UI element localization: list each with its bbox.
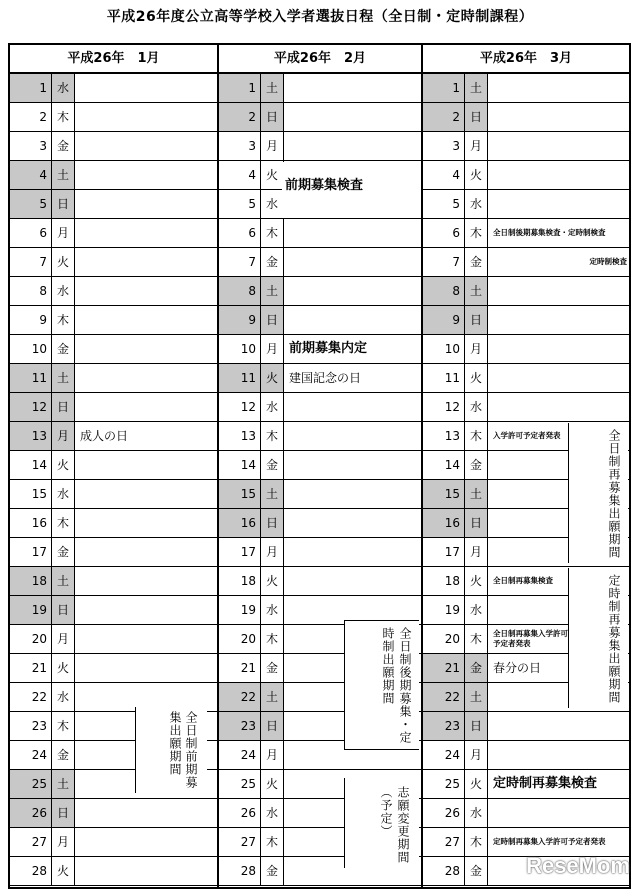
weekday: 土 xyxy=(465,277,488,305)
day-number: 10 xyxy=(10,335,52,363)
weekday: 土 xyxy=(52,161,75,189)
weekday: 日 xyxy=(261,509,284,537)
day-note: 定時制検査 xyxy=(589,257,627,266)
period-label xyxy=(282,162,421,219)
weekday: 月 xyxy=(52,219,75,247)
weekday: 日 xyxy=(261,103,284,131)
day-number: 21 xyxy=(423,654,465,682)
day-row xyxy=(423,74,629,103)
weekday: 月 xyxy=(261,132,284,160)
weekday: 火 xyxy=(261,567,284,595)
day-number: 12 xyxy=(219,393,261,421)
weekday: 土 xyxy=(261,74,284,102)
day-row xyxy=(10,393,217,422)
weekday: 金 xyxy=(52,741,75,769)
day-row xyxy=(423,219,629,248)
day-row xyxy=(10,509,217,538)
weekday: 火 xyxy=(261,364,284,392)
day-row xyxy=(10,828,217,857)
day-number: 14 xyxy=(219,451,261,479)
day-number: 13 xyxy=(219,422,261,450)
weekday: 火 xyxy=(465,161,488,189)
day-number: 15 xyxy=(219,480,261,508)
weekday: 金 xyxy=(465,451,488,479)
month-header: 平成26年 1月 xyxy=(10,45,217,74)
day-number: 15 xyxy=(10,480,52,508)
weekday: 火 xyxy=(52,654,75,682)
day-number: 3 xyxy=(423,132,465,160)
weekday: 水 xyxy=(261,190,284,218)
day-row xyxy=(423,103,629,132)
weekday: 月 xyxy=(261,741,284,769)
day-row xyxy=(10,451,217,480)
weekday: 水 xyxy=(52,277,75,305)
page-title: 平成26年度公立高等学校入学者選抜日程（全日制・定時制課程） xyxy=(106,9,534,25)
day-row xyxy=(423,335,629,364)
day-number: 8 xyxy=(10,277,52,305)
day-number: 23 xyxy=(10,712,52,740)
month-march xyxy=(421,43,631,889)
day-row xyxy=(423,770,629,799)
weekday: 火 xyxy=(52,857,75,885)
day-row xyxy=(10,799,217,828)
day-number: 22 xyxy=(10,683,52,711)
day-number: 2 xyxy=(10,103,52,131)
day-number: 18 xyxy=(423,567,465,595)
day-number: 24 xyxy=(423,741,465,769)
weekday: 木 xyxy=(465,828,488,856)
day-row xyxy=(219,422,421,451)
weekday: 水 xyxy=(465,190,488,218)
weekday: 日 xyxy=(52,190,75,218)
weekday: 木 xyxy=(465,625,488,653)
day-number: 12 xyxy=(10,393,52,421)
weekday: 金 xyxy=(465,654,488,682)
day-row xyxy=(10,190,217,219)
day-number: 14 xyxy=(10,451,52,479)
day-row xyxy=(10,625,217,654)
weekday: 火 xyxy=(465,770,488,798)
day-row xyxy=(10,538,217,567)
weekday: 土 xyxy=(465,683,488,711)
weekday: 木 xyxy=(52,103,75,131)
period-label: 全日制後期募集・定時制出願期間 xyxy=(344,620,419,750)
day-row xyxy=(423,799,629,828)
day-note: 定時制再募集検査 xyxy=(493,776,598,791)
day-row xyxy=(219,335,421,364)
weekday: 日 xyxy=(465,306,488,334)
weekday: 水 xyxy=(52,74,75,102)
month-header: 平成26年 3月 xyxy=(423,45,629,74)
weekday: 土 xyxy=(261,683,284,711)
day-row xyxy=(219,132,421,161)
weekday: 月 xyxy=(52,422,75,450)
weekday: 日 xyxy=(465,103,488,131)
day-number: 7 xyxy=(10,248,52,276)
weekday: 木 xyxy=(465,422,488,450)
day-number: 22 xyxy=(423,683,465,711)
day-number: 26 xyxy=(10,799,52,827)
day-row xyxy=(219,277,421,306)
day-row xyxy=(10,654,217,683)
day-number: 14 xyxy=(423,451,465,479)
day-number: 9 xyxy=(219,306,261,334)
day-number: 8 xyxy=(423,277,465,305)
day-number: 5 xyxy=(423,190,465,218)
day-number: 19 xyxy=(219,596,261,624)
weekday: 土 xyxy=(465,480,488,508)
weekday: 月 xyxy=(52,625,75,653)
day-number: 1 xyxy=(423,74,465,102)
weekday: 月 xyxy=(465,538,488,566)
weekday: 木 xyxy=(261,625,284,653)
period-text: 前期募集検査 xyxy=(285,178,364,193)
day-number: 11 xyxy=(219,364,261,392)
day-number: 20 xyxy=(423,625,465,653)
day-row xyxy=(10,596,217,625)
day-number: 22 xyxy=(219,683,261,711)
day-row xyxy=(10,219,217,248)
day-row xyxy=(219,364,421,393)
weekday: 金 xyxy=(52,132,75,160)
day-row xyxy=(423,161,629,190)
day-number: 20 xyxy=(219,625,261,653)
weekday: 日 xyxy=(52,393,75,421)
day-note: 入学許可予定者発表 xyxy=(493,431,561,440)
month-january xyxy=(8,43,219,889)
day-row xyxy=(219,306,421,335)
weekday: 日 xyxy=(52,799,75,827)
day-row xyxy=(219,393,421,422)
weekday: 金 xyxy=(261,857,284,885)
weekday: 日 xyxy=(465,712,488,740)
weekday: 日 xyxy=(52,596,75,624)
watermark-logo: ReseMom xyxy=(526,853,630,878)
day-number: 25 xyxy=(219,770,261,798)
day-number: 28 xyxy=(10,857,52,885)
weekday: 水 xyxy=(465,799,488,827)
day-number: 2 xyxy=(219,103,261,131)
weekday: 土 xyxy=(52,567,75,595)
day-number: 21 xyxy=(219,654,261,682)
day-number: 19 xyxy=(423,596,465,624)
weekday: 土 xyxy=(52,770,75,798)
day-number: 24 xyxy=(10,741,52,769)
day-row xyxy=(10,335,217,364)
day-number: 26 xyxy=(219,799,261,827)
day-number: 21 xyxy=(10,654,52,682)
weekday: 木 xyxy=(261,422,284,450)
weekday: 月 xyxy=(261,335,284,363)
day-row xyxy=(219,248,421,277)
day-number: 25 xyxy=(10,770,52,798)
day-number: 6 xyxy=(423,219,465,247)
day-row xyxy=(219,480,421,509)
day-row xyxy=(10,277,217,306)
weekday: 土 xyxy=(261,277,284,305)
day-row xyxy=(423,712,629,741)
day-row xyxy=(219,567,421,596)
weekday: 金 xyxy=(465,248,488,276)
day-number: 11 xyxy=(10,364,52,392)
day-number: 4 xyxy=(10,161,52,189)
day-row xyxy=(423,306,629,335)
day-row xyxy=(10,567,217,596)
weekday: 火 xyxy=(261,770,284,798)
weekday: 水 xyxy=(52,683,75,711)
day-number: 3 xyxy=(219,132,261,160)
weekday: 金 xyxy=(465,857,488,885)
day-number: 4 xyxy=(219,161,261,189)
day-row xyxy=(10,480,217,509)
weekday: 水 xyxy=(52,480,75,508)
day-number: 23 xyxy=(423,712,465,740)
weekday: 木 xyxy=(261,219,284,247)
weekday: 土 xyxy=(52,364,75,392)
weekday: 土 xyxy=(465,74,488,102)
day-number: 10 xyxy=(219,335,261,363)
weekday: 月 xyxy=(465,741,488,769)
month-header: 平成26年 2月 xyxy=(219,45,421,74)
day-number: 17 xyxy=(10,538,52,566)
weekday: 金 xyxy=(261,451,284,479)
day-number: 4 xyxy=(423,161,465,189)
day-row xyxy=(219,538,421,567)
day-number: 5 xyxy=(10,190,52,218)
weekday: 木 xyxy=(52,509,75,537)
day-row xyxy=(10,132,217,161)
day-note: 春分の日 xyxy=(493,661,542,675)
day-number: 27 xyxy=(423,828,465,856)
day-row xyxy=(10,857,217,886)
day-row xyxy=(219,219,421,248)
weekday: 木 xyxy=(52,712,75,740)
day-number: 7 xyxy=(423,248,465,276)
day-number: 17 xyxy=(423,538,465,566)
day-number: 9 xyxy=(10,306,52,334)
weekday: 火 xyxy=(52,451,75,479)
day-note: 全日制再募集検査 xyxy=(493,576,553,585)
weekday: 日 xyxy=(261,306,284,334)
day-number: 5 xyxy=(219,190,261,218)
day-number: 13 xyxy=(10,422,52,450)
day-row xyxy=(423,364,629,393)
weekday: 水 xyxy=(261,596,284,624)
day-row xyxy=(10,422,217,451)
day-row xyxy=(423,741,629,770)
day-number: 16 xyxy=(10,509,52,537)
day-number: 12 xyxy=(423,393,465,421)
day-note: 成人の日 xyxy=(80,429,129,443)
day-row xyxy=(423,132,629,161)
weekday: 月 xyxy=(465,132,488,160)
period-label: 定時制再募集出願期間 xyxy=(568,568,628,708)
weekday: 水 xyxy=(261,393,284,421)
day-number: 27 xyxy=(10,828,52,856)
day-row xyxy=(219,451,421,480)
day-row xyxy=(10,103,217,132)
weekday: 火 xyxy=(261,161,284,189)
day-row xyxy=(219,74,421,103)
day-row xyxy=(423,248,629,277)
weekday: 金 xyxy=(261,654,284,682)
weekday: 日 xyxy=(261,712,284,740)
day-number: 25 xyxy=(423,770,465,798)
day-number: 28 xyxy=(219,857,261,885)
day-number: 9 xyxy=(423,306,465,334)
period-label: 全日制再募集出願期間 xyxy=(568,423,628,563)
weekday: 水 xyxy=(261,799,284,827)
weekday: 水 xyxy=(465,596,488,624)
day-note: 全日制再募集入学許可予定者発表 xyxy=(493,629,568,648)
day-number: 24 xyxy=(219,741,261,769)
day-number: 1 xyxy=(219,74,261,102)
weekday: 金 xyxy=(52,538,75,566)
day-number: 26 xyxy=(423,799,465,827)
day-row xyxy=(423,190,629,219)
day-number: 23 xyxy=(219,712,261,740)
day-row xyxy=(10,161,217,190)
day-number: 3 xyxy=(10,132,52,160)
weekday: 金 xyxy=(52,335,75,363)
day-row xyxy=(423,277,629,306)
day-number: 20 xyxy=(10,625,52,653)
day-number: 13 xyxy=(423,422,465,450)
day-row xyxy=(10,306,217,335)
day-row xyxy=(10,364,217,393)
day-number: 2 xyxy=(423,103,465,131)
day-row xyxy=(423,393,629,422)
day-number: 28 xyxy=(423,857,465,885)
day-row xyxy=(219,103,421,132)
day-note: 前期募集内定 xyxy=(289,341,368,356)
day-note: 定時制再募集入学許可予定者発表 xyxy=(493,837,606,846)
day-number: 1 xyxy=(10,74,52,102)
day-row xyxy=(10,74,217,103)
day-number: 10 xyxy=(423,335,465,363)
weekday: 火 xyxy=(465,567,488,595)
day-number: 7 xyxy=(219,248,261,276)
day-number: 11 xyxy=(423,364,465,392)
day-number: 18 xyxy=(219,567,261,595)
day-number: 8 xyxy=(219,277,261,305)
weekday: 日 xyxy=(465,509,488,537)
weekday: 火 xyxy=(52,248,75,276)
day-note: 全日制後期募集検査・定時制検査 xyxy=(493,228,606,237)
day-number: 17 xyxy=(219,538,261,566)
weekday: 金 xyxy=(261,248,284,276)
day-number: 16 xyxy=(423,509,465,537)
day-number: 16 xyxy=(219,509,261,537)
month-february xyxy=(217,43,423,889)
day-number: 15 xyxy=(423,480,465,508)
weekday: 月 xyxy=(261,538,284,566)
day-number: 6 xyxy=(219,219,261,247)
weekday: 火 xyxy=(465,364,488,392)
weekday: 月 xyxy=(52,828,75,856)
day-note: 建国記念の日 xyxy=(289,371,362,385)
weekday: 木 xyxy=(52,306,75,334)
weekday: 土 xyxy=(261,480,284,508)
weekday: 水 xyxy=(465,393,488,421)
period-label: 志願変更期間（予定） xyxy=(344,778,419,868)
weekday: 木 xyxy=(261,828,284,856)
day-row xyxy=(219,509,421,538)
weekday: 木 xyxy=(465,219,488,247)
day-number: 19 xyxy=(10,596,52,624)
day-row xyxy=(10,248,217,277)
period-label: 全日制前期募集出願期間 xyxy=(135,707,207,793)
day-number: 27 xyxy=(219,828,261,856)
day-number: 6 xyxy=(10,219,52,247)
weekday: 月 xyxy=(465,335,488,363)
day-number: 18 xyxy=(10,567,52,595)
